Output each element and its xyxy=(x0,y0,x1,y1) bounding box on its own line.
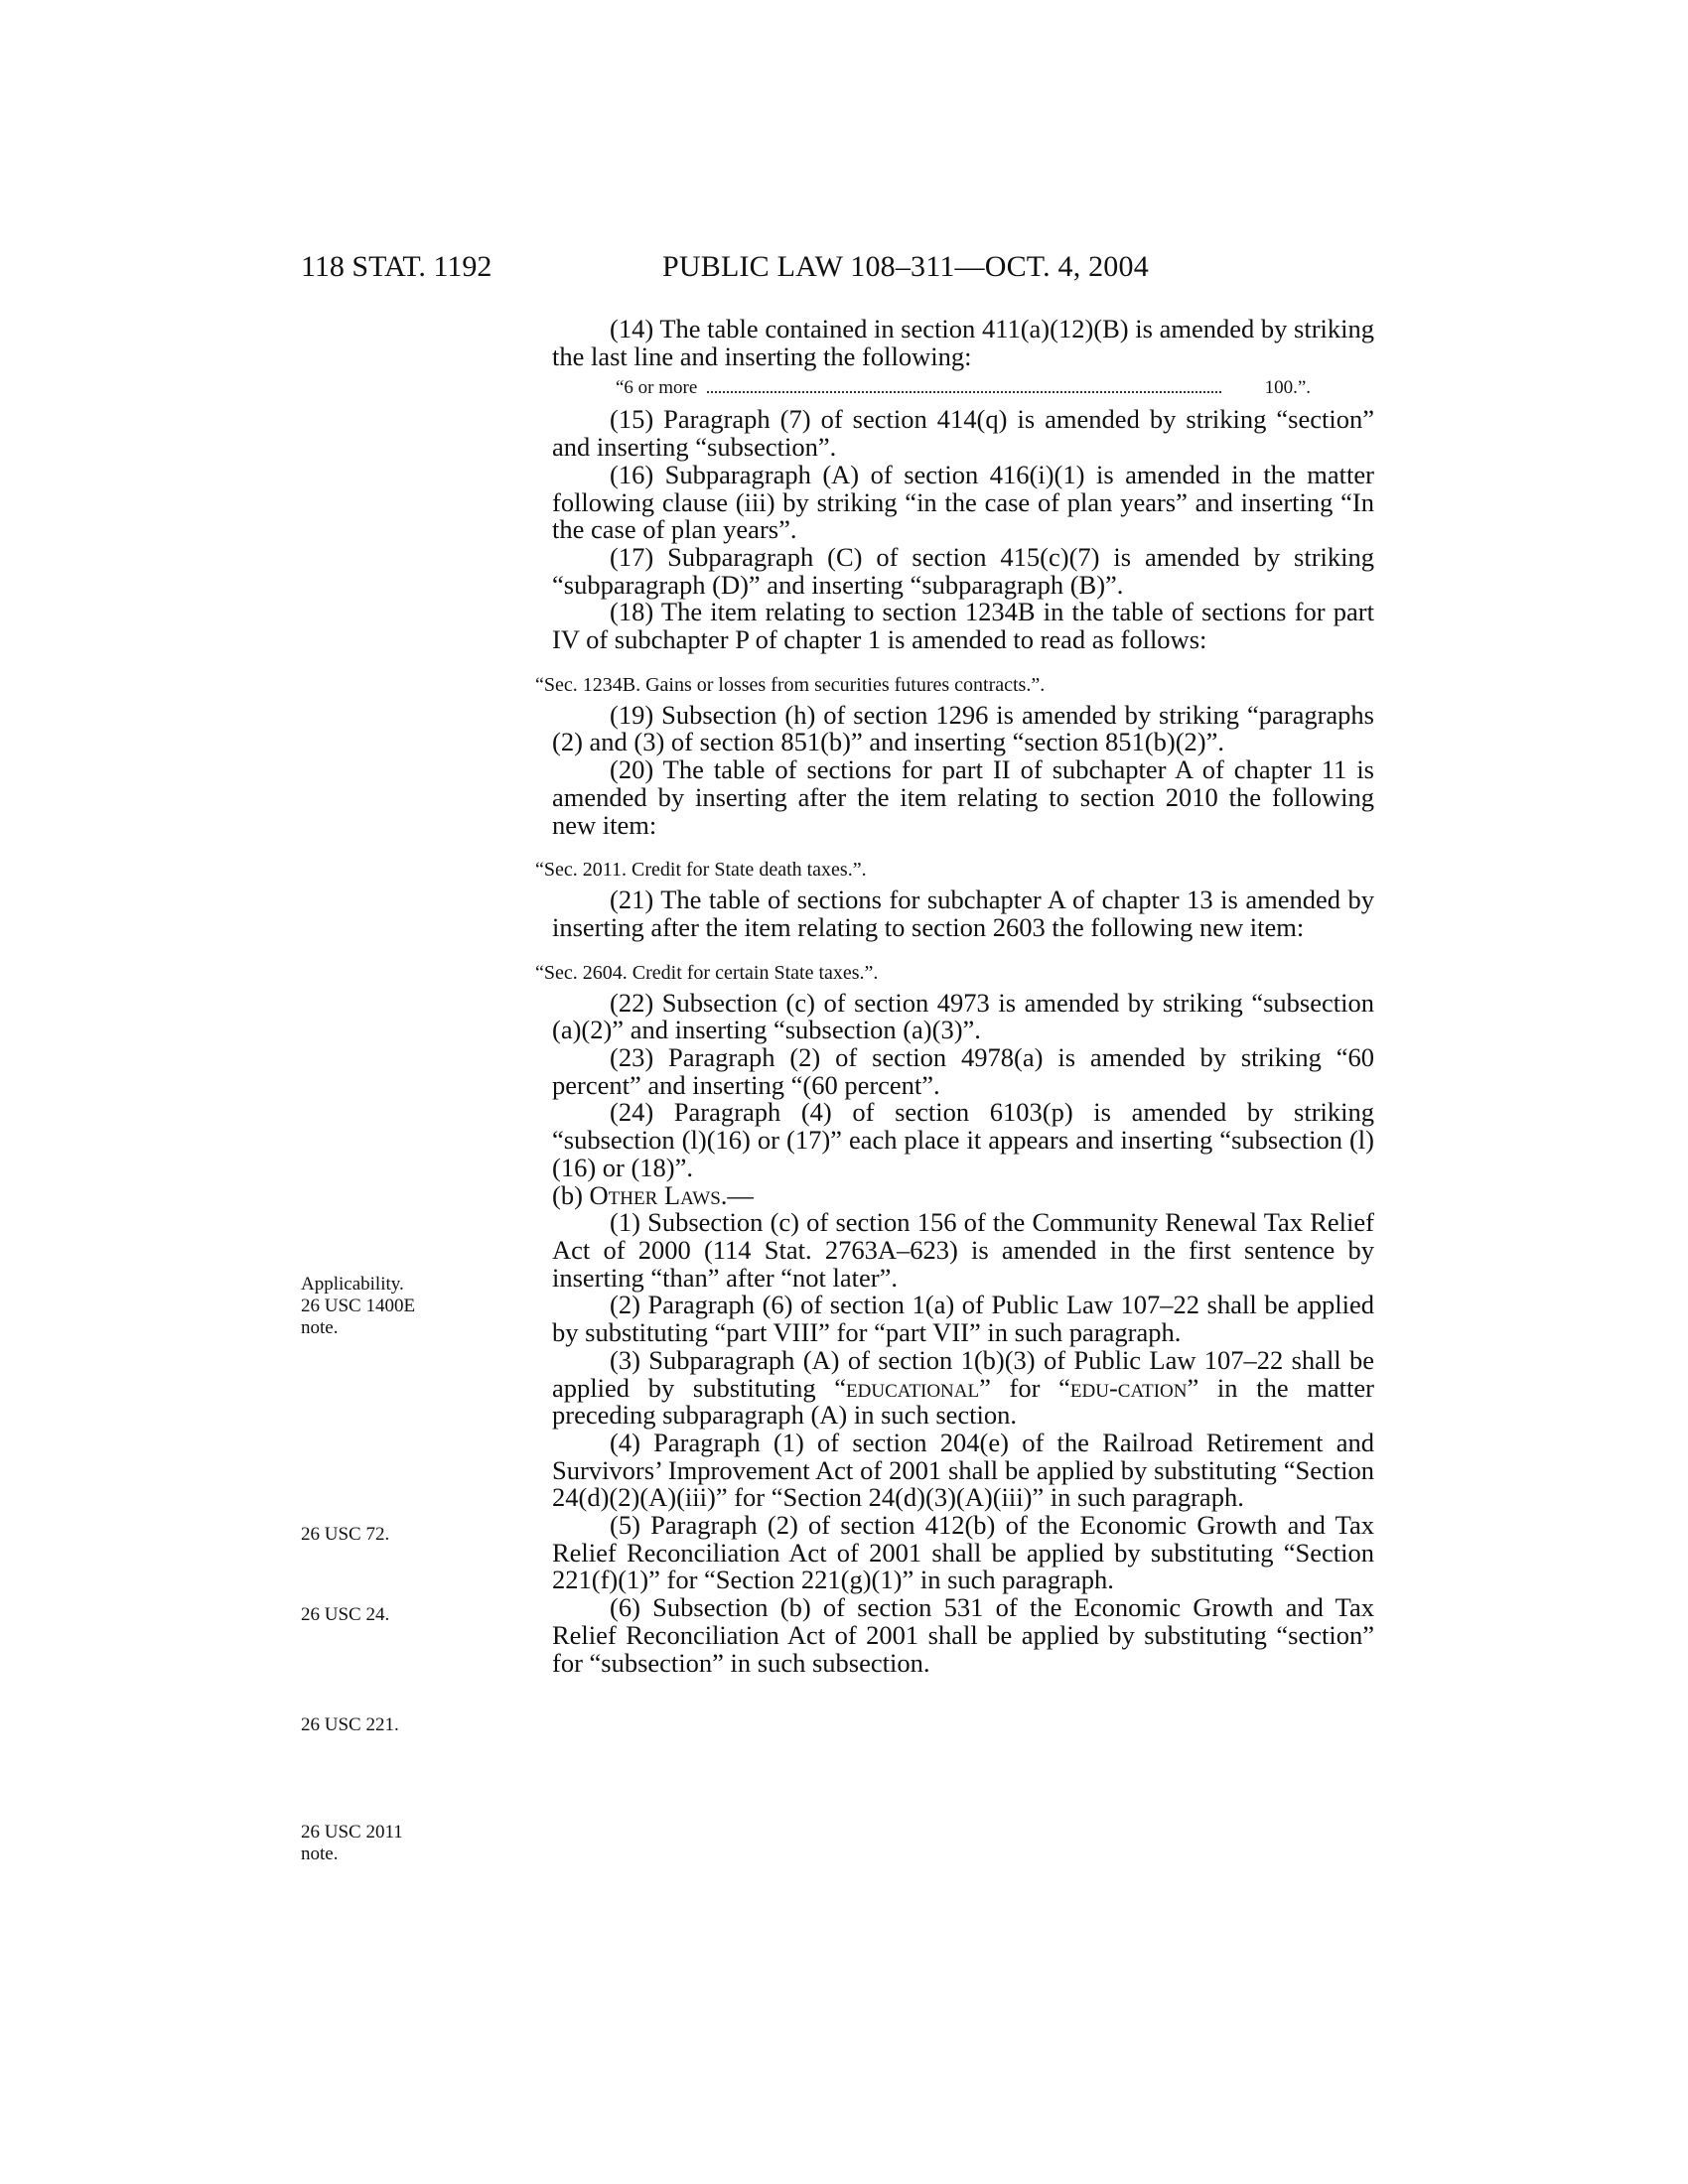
margin-note-line: note. xyxy=(301,1843,339,1864)
public-law-title: PUBLIC LAW 108–311—OCT. 4, 2004 xyxy=(662,250,1149,283)
paragraph-16: (16) Subparagraph (A) of section 416(i)(1) is amended in the matter following clause (iii) by striking “in the case of plan years” and inserting “In the case of plan years”. xyxy=(552,459,1374,545)
paragraph-23: (23) Paragraph (2) of section 4978(a) is amended by striking “60 percent” and inserting “(60 percent”. xyxy=(552,1042,1374,1100)
paragraph-21: (21) The table of sections for subchapter A of chapter 13 is amended by inserting after the item relating to section 2603 the following new item: xyxy=(552,885,1374,942)
leader-dots xyxy=(707,391,1220,393)
subsection-b-title: Other Laws.— xyxy=(589,1179,754,1210)
paragraph-b3-text: ” in the matter preceding subparagraph (A) in such section. xyxy=(552,1372,1374,1431)
paragraph-17: (17) Subparagraph (C) of section 415(c)(7) is amended by striking “subparagraph (D)” and inserting “subparagraph (B)”. xyxy=(552,541,1374,600)
margin-note-26-usc-2011 xyxy=(301,1822,403,1865)
paragraph-b5: (5) Paragraph (2) of section 412(b) of the Economic Growth and Tax Relief Reconciliation Act of 2001 shall be applied by substituting “Section 221(f)(1)” for “Section 221(g)(1)” in such paragraph. xyxy=(552,1510,1374,1595)
paragraph-b2: (2) Paragraph (6) of section 1(a) of Public Law 107–22 shall be applied by substituting “part VIII” for “part VII” in such paragraph. xyxy=(552,1290,1374,1348)
margin-note-26-usc-24: 26 USC 24. xyxy=(301,1604,390,1625)
page-header xyxy=(0,250,1688,290)
small-caps-term: edu-cation xyxy=(1069,1372,1188,1403)
paragraph-b3-text: (3) Subparagraph (A) of section 1(b)(3) of Public Law 107–22 shall be applied by substituting “ xyxy=(552,1344,1374,1403)
margin-note-line: 26 USC 1400E xyxy=(301,1296,416,1316)
subsection-b-prefix: (b) xyxy=(552,1179,590,1210)
table-row-value: 100.”. xyxy=(1264,377,1311,399)
margin-note-applicability xyxy=(301,1274,415,1339)
table-item-2011: “Sec. 2011. Credit for State death taxes.”. xyxy=(535,859,867,882)
margin-note-line: Applicability. xyxy=(301,1274,404,1295)
table-row xyxy=(616,376,1311,400)
paragraph-24: (24) Paragraph (4) of section 6103(p) is amended by striking “subsection (l)(16) or (17)” each place it appears and inserting “subsection (l)(16) or (18)”. xyxy=(552,1097,1374,1182)
paragraph-18: (18) The item relating to section 1234B in the table of sections for part IV of subchapter P of chapter 1 is amended to read as follows: xyxy=(552,597,1374,655)
paragraph-15: (15) Paragraph (7) of section 414(q) is amended by striking “section” and inserting “subsection”. xyxy=(552,404,1374,463)
paragraph-b4: (4) Paragraph (1) of section 204(e) of the Railroad Retirement and Survivors’ Improvement Act of 2001 shall be applied by substituting “Section 24(d)(2)(A)(iii)” for “Section 24(d)(3)(A)(iii)” in such paragraph. xyxy=(552,1427,1374,1513)
paragraph-b6: (6) Subsection (b) of section 531 of the Economic Growth and Tax Relief Reconciliation Act of 2001 shall be applied by substituting “section” for “subsection” in such subsection. xyxy=(552,1592,1374,1678)
margin-note-line: note. xyxy=(301,1317,339,1338)
small-caps-term: educational xyxy=(846,1372,980,1403)
table-item-2604: “Sec. 2604. Credit for certain State taxes.”. xyxy=(535,961,879,984)
subsection-b-heading xyxy=(552,1179,1374,1210)
paragraph-22: (22) Subsection (c) of section 4973 is amended by striking “subsection (a)(2)” and inserting “subsection (a)(3)”. xyxy=(552,987,1374,1045)
paragraph-19: (19) Subsection (h) of section 1296 is amended by striking “paragraphs (2) and (3) of section 851(b)” and inserting “section 851(b)(2)”. xyxy=(552,699,1374,757)
paragraph-b3 xyxy=(552,1344,1374,1431)
document-body xyxy=(535,314,1374,1678)
paragraph-14: (14) The table contained in section 411(a)(12)(B) is amended by striking the last line and inserting the following: xyxy=(552,314,1374,371)
margin-note-26-usc-72: 26 USC 72. xyxy=(301,1524,390,1545)
margin-note-26-usc-221: 26 USC 221. xyxy=(301,1714,399,1735)
paragraph-20: (20) The table of sections for part II of subchapter A of chapter 11 is amended by inserting after the item relating to section 2010 the following new item: xyxy=(552,754,1374,840)
margin-note-line: 26 USC 2011 xyxy=(301,1822,403,1843)
statute-page-number: 118 STAT. 1192 xyxy=(301,250,492,283)
table-row-label: “6 or more xyxy=(616,377,698,399)
paragraph-b3-text: ” for “ xyxy=(979,1372,1070,1403)
paragraph-b1: (1) Subsection (c) of section 156 of the Community Renewal Tax Relief Act of 2000 (114 Stat. 2763A–623) is amended in the first sentence by inserting “than” after “not later”. xyxy=(552,1207,1374,1293)
table-item-1234b: “Sec. 1234B. Gains or losses from securities futures contracts.”. xyxy=(535,673,1046,696)
